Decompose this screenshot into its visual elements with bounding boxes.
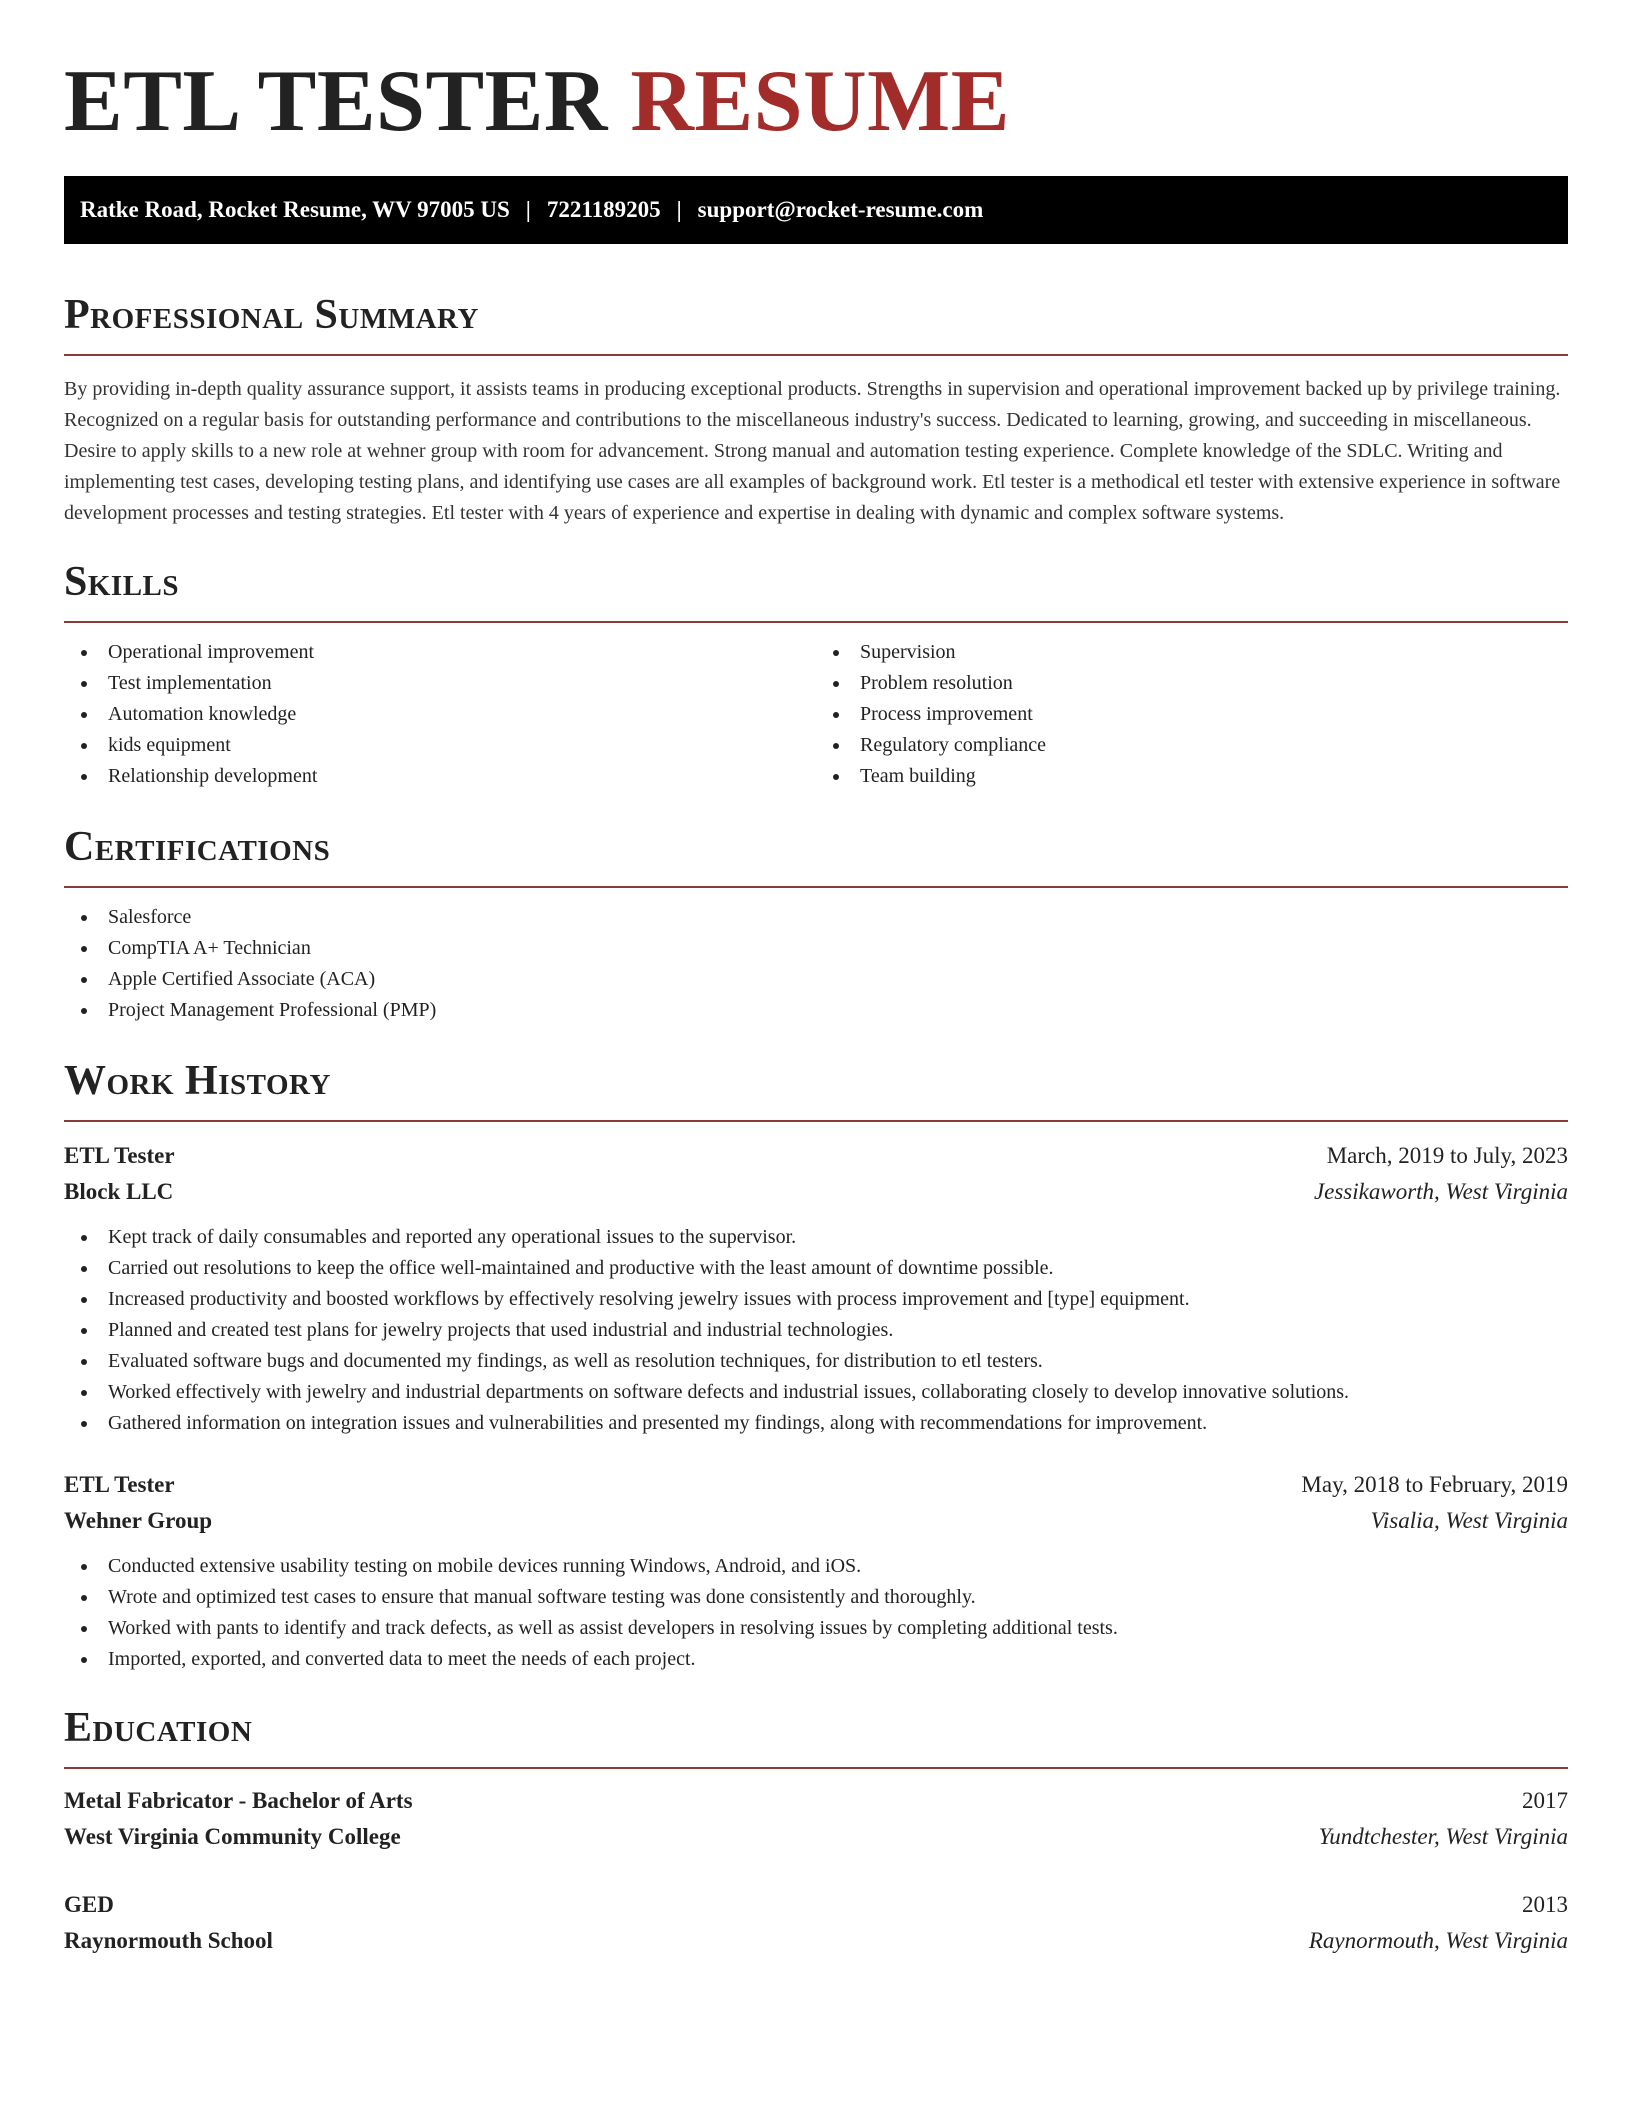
education-degree: GED <box>64 1892 114 1917</box>
job-bullet: Carried out resolutions to keep the office well-maintained and productive with the least amount of downtime possible. <box>64 1253 1568 1284</box>
contact-separator: | <box>676 197 682 222</box>
skill-item: Regulatory compliance <box>816 730 1568 761</box>
job-bullet: Worked with pants to identify and track defects, as well as assist developers in resolving issues by completing additional tests. <box>64 1613 1568 1644</box>
resume-title <box>64 52 1568 152</box>
contact-address: Ratke Road, Rocket Resume, WV 97005 US <box>80 197 510 222</box>
education-degree-row <box>64 1783 1568 1819</box>
section-divider <box>64 886 1568 888</box>
job-bullet: Wrote and optimized test cases to ensure that manual software testing was done consistently and thoroughly. <box>64 1582 1568 1613</box>
job-bullet: Evaluated software bugs and documented my findings, as well as resolution techniques, for distribution to etl testers. <box>64 1346 1568 1377</box>
job-dates: May, 2018 to February, 2019 <box>1301 1472 1568 1497</box>
contact-bar <box>64 176 1568 244</box>
job-company-row <box>64 1503 1568 1539</box>
job-bullet: Gathered information on integration issues and vulnerabilities and presented my findings, along with recommendations for improvement. <box>64 1408 1568 1439</box>
job-header-row <box>64 1467 1568 1503</box>
summary-text: By providing in-depth quality assurance support, it assists teams in producing exceptional products. Strengths in supervision and operational improvement backed up by privilege training. Recognized on a regular basis for outstanding performance and contributions to the miscellaneous industry's success. Dedicated to learning, growing, and succeeding in miscellaneous. Desire to apply skills to a new role at wehner group with room for advancement. Strong manual and automation testing experience. Complete knowledge of the SDLC. Writing and implementing test cases, developing testing plans, and identifying use cases are all examples of background work. Etl tester is a methodical etl tester with extensive experience in software development processes and testing strategies. Etl tester with 4 years of experience and expertise in dealing with dynamic and complex software systems. <box>64 378 1561 524</box>
skill-item: Operational improvement <box>64 637 816 668</box>
education-school-row <box>64 1923 1568 1959</box>
skill-item: Relationship development <box>64 761 816 792</box>
job-bullets <box>64 1222 1568 1439</box>
job-bullet: Planned and created test plans for jewelry projects that used industrial and industrial technologies. <box>64 1315 1568 1346</box>
skill-item: kids equipment <box>64 730 816 761</box>
certifications-list <box>64 902 1568 1026</box>
skill-item: Supervision <box>816 637 1568 668</box>
job-location: Visalia, West Virginia <box>1370 1508 1568 1533</box>
job-company: Wehner Group <box>64 1508 213 1533</box>
skills-list-left <box>64 637 816 792</box>
education-degree: Metal Fabricator - Bachelor of Arts <box>64 1788 413 1813</box>
certifications-section <box>64 822 1568 1026</box>
job-header-row <box>64 1138 1568 1174</box>
summary-section <box>64 290 1568 529</box>
job-bullet: Kept track of daily consumables and reported any operational issues to the supervisor. <box>64 1222 1568 1253</box>
education-entry <box>64 1887 1568 1959</box>
skills-heading: Skills <box>64 559 180 605</box>
education-school: West Virginia Community College <box>64 1824 401 1849</box>
skills-list-right <box>816 637 1568 792</box>
job-entry <box>64 1467 1568 1675</box>
job-company: Block LLC <box>64 1179 174 1204</box>
work-section <box>64 1056 1568 1675</box>
education-degree-row <box>64 1887 1568 1923</box>
certification-item: Apple Certified Associate (ACA) <box>64 964 1568 995</box>
education-year: 2013 <box>1522 1892 1568 1917</box>
education-section <box>64 1703 1568 1959</box>
section-divider <box>64 1767 1568 1769</box>
job-entry <box>64 1138 1568 1439</box>
education-school: Raynormouth School <box>64 1928 273 1953</box>
skill-item: Process improvement <box>816 699 1568 730</box>
skill-item: Problem resolution <box>816 668 1568 699</box>
skill-item: Automation knowledge <box>64 699 816 730</box>
skills-section <box>64 557 1568 792</box>
education-entry <box>64 1783 1568 1855</box>
certification-item: CompTIA A+ Technician <box>64 933 1568 964</box>
skill-item: Team building <box>816 761 1568 792</box>
education-location: Yundtchester, West Virginia <box>1318 1824 1568 1849</box>
skill-item: Test implementation <box>64 668 816 699</box>
title-main: ETL TESTER <box>64 53 608 150</box>
job-title: ETL Tester <box>64 1143 175 1168</box>
job-bullets <box>64 1551 1568 1675</box>
skills-grid <box>64 623 1568 792</box>
certifications-heading: Certifications <box>64 824 331 870</box>
summary-heading: Professional Summary <box>64 292 479 338</box>
job-bullet: Worked effectively with jewelry and industrial departments on software defects and industrial issues, collaborating closely to develop innovative solutions. <box>64 1377 1568 1408</box>
work-heading: Work History <box>64 1058 331 1104</box>
section-divider <box>64 1120 1568 1122</box>
job-bullet: Increased productivity and boosted workflows by effectively resolving jewelry issues with process improvement and [type] equipment. <box>64 1284 1568 1315</box>
job-bullet: Imported, exported, and converted data to meet the needs of each project. <box>64 1644 1568 1675</box>
contact-separator: | <box>525 197 531 222</box>
education-location: Raynormouth, West Virginia <box>1308 1928 1568 1953</box>
education-year: 2017 <box>1522 1788 1568 1813</box>
job-dates: March, 2019 to July, 2023 <box>1326 1143 1568 1168</box>
job-bullet: Conducted extensive usability testing on mobile devices running Windows, Android, and iOS. <box>64 1551 1568 1582</box>
certification-item: Project Management Professional (PMP) <box>64 995 1568 1026</box>
certification-item: Salesforce <box>64 902 1568 933</box>
title-accent: RESUME <box>630 53 1010 150</box>
education-heading: Education <box>64 1705 253 1751</box>
education-school-row <box>64 1819 1568 1855</box>
contact-phone: 7221189205 <box>546 197 661 222</box>
contact-email: support@rocket-resume.com <box>697 197 984 222</box>
job-title: ETL Tester <box>64 1472 175 1497</box>
job-location: Jessikaworth, West Virginia <box>1313 1179 1568 1204</box>
section-divider <box>64 354 1568 356</box>
job-company-row <box>64 1174 1568 1210</box>
